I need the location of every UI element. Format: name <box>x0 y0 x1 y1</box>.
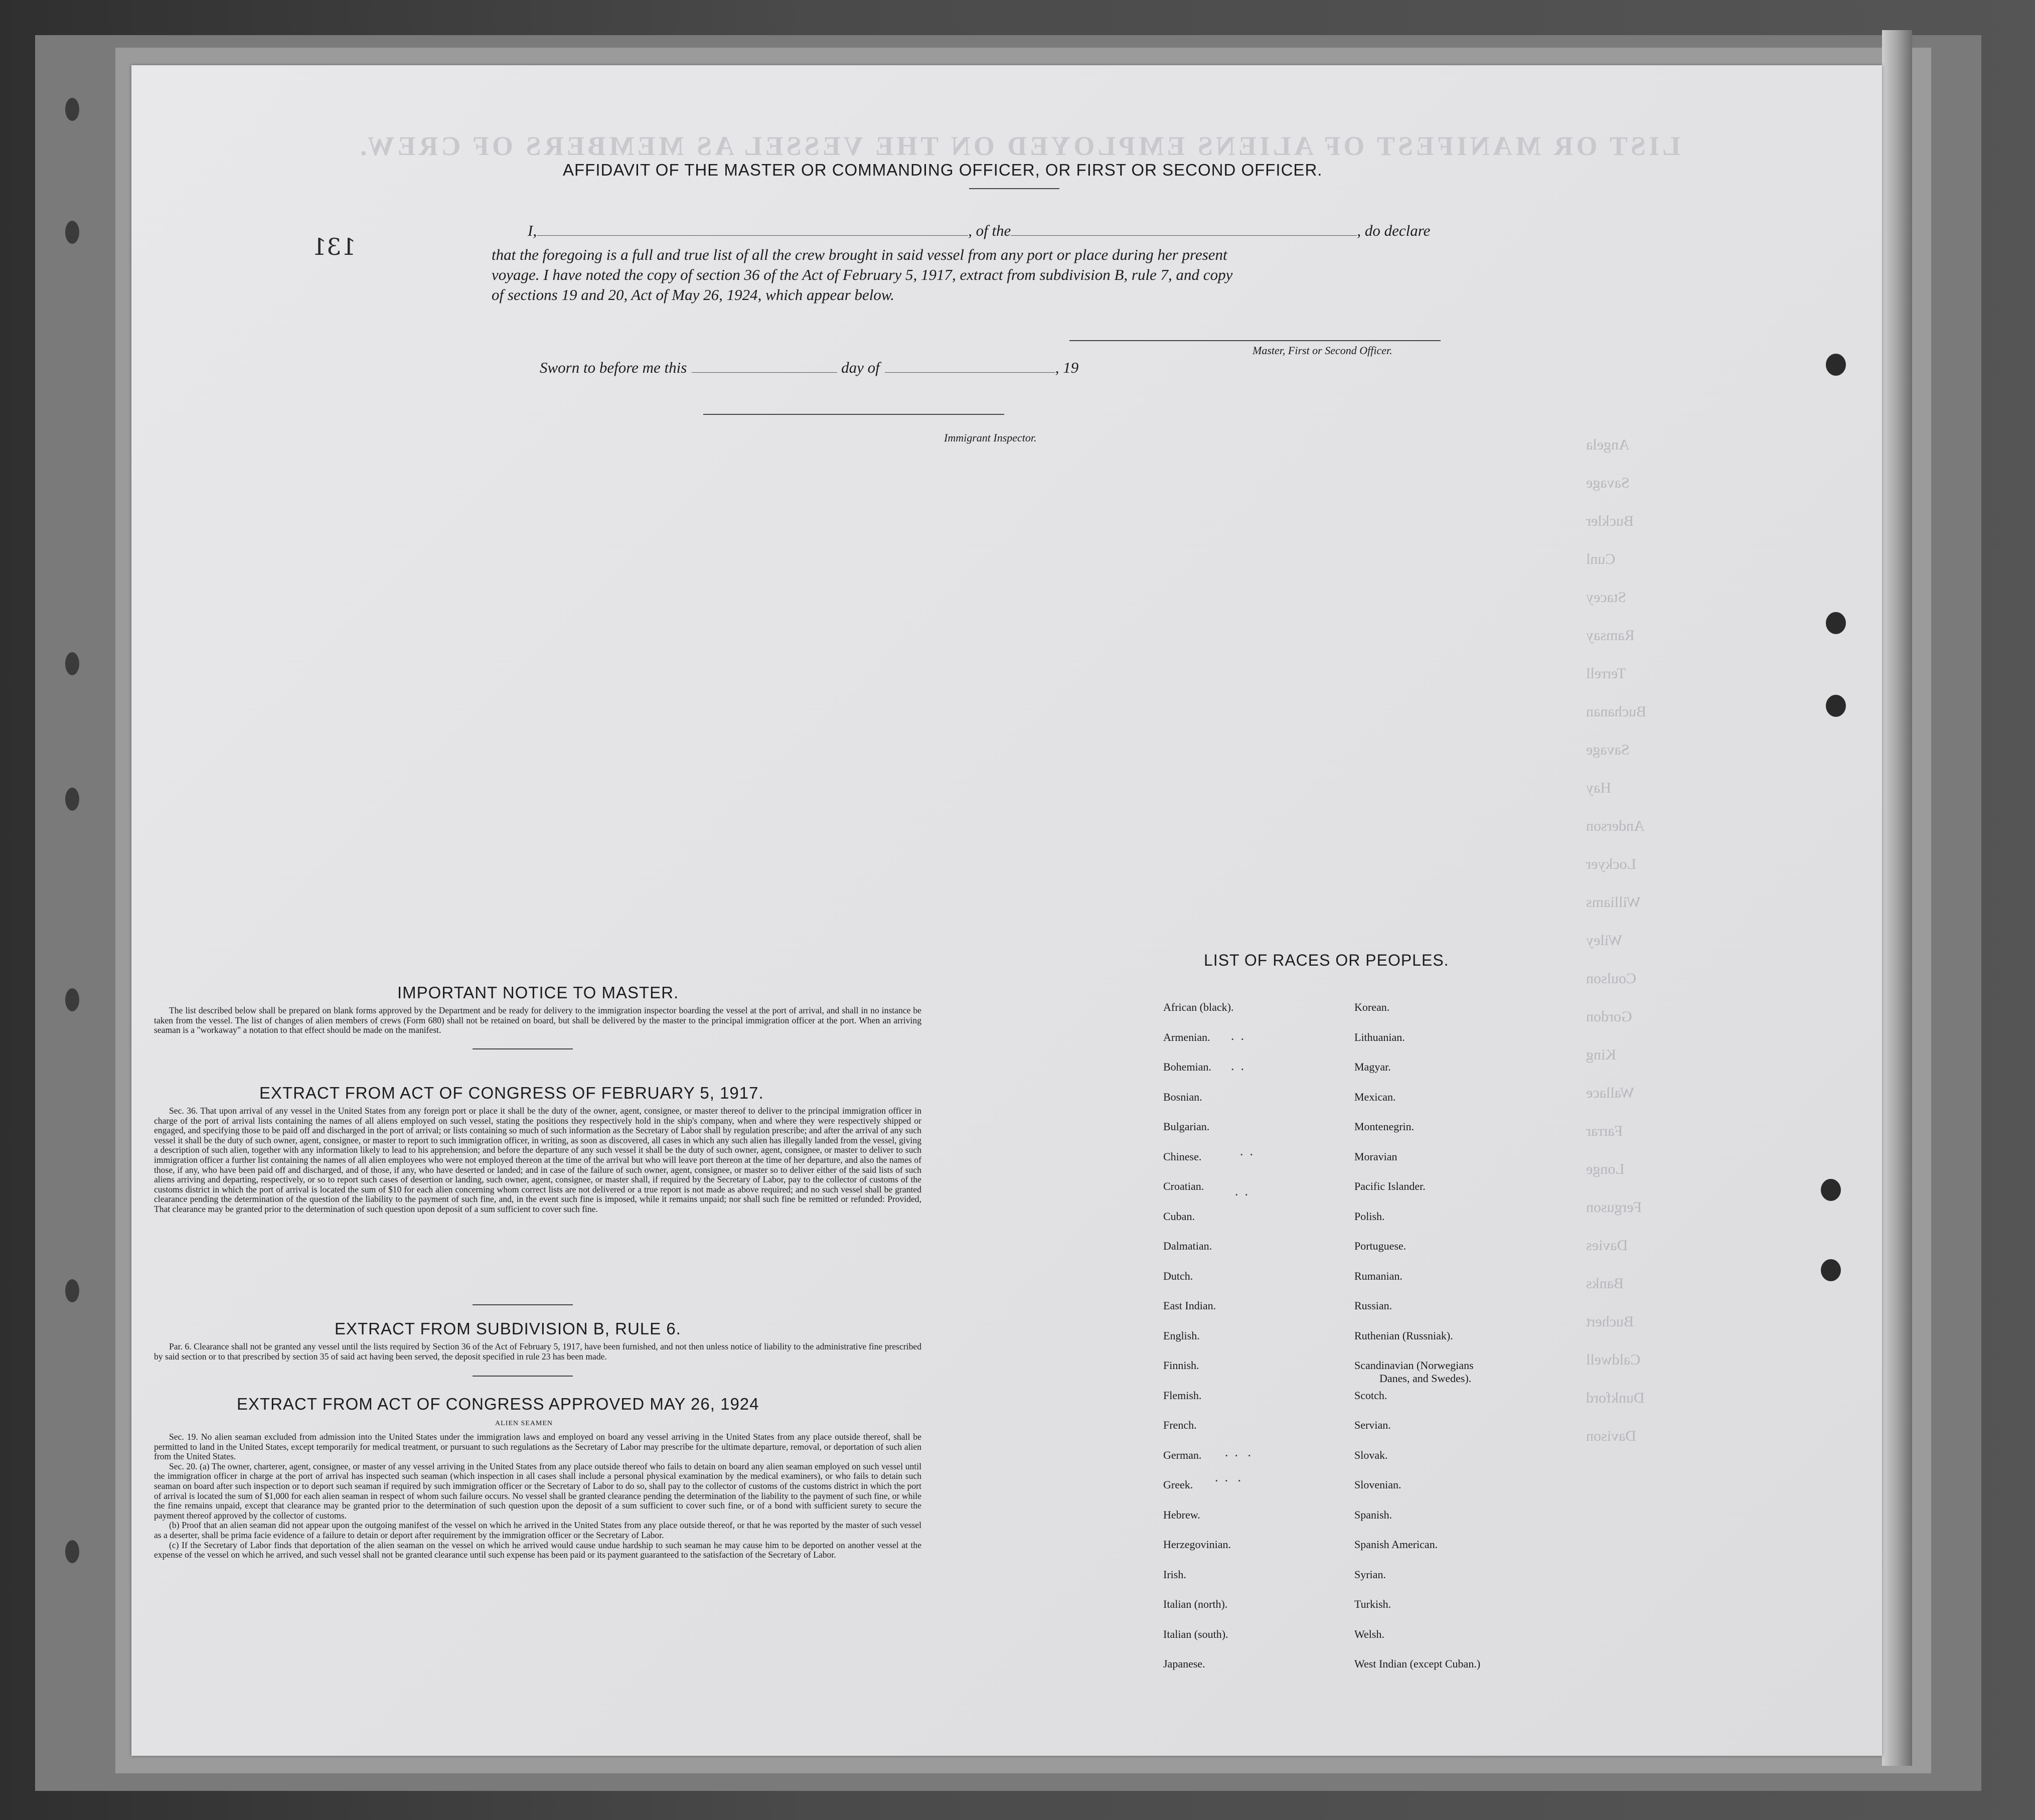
sec20b-paragraph: (b) Proof that an alien seaman did not appear upon the outgoing manifest of the vessel on which he arrived in the United States from any place outside thereof, or that he was reported by the master of such vessel as a deserter, shall be prima facie evidence of a failure to detain or deport after requirement by the immigration officer or the Secretary of Labor. <box>154 1520 921 1540</box>
sec19-paragraph: Sec. 19. No alien seaman excluded from admission into the United States under the immigration laws and employed on board any vessel arriving in the United States from any place outside thereof, shall be permitted to land in the United States, except temporarily for medical treatment, or pursuant to such regulations as the Secretary of Labor may prescribe for the ultimate departure, removal, or deportation of such alien from the United States. <box>154 1432 921 1462</box>
race-right-item: Scandinavian (Norwegians <box>1354 1359 1474 1372</box>
ghost-crew-name: Dunkford <box>1586 1390 1645 1406</box>
binding-hole <box>1821 1179 1841 1201</box>
binding-hole <box>1826 354 1846 376</box>
inspector-label: Immigrant Inspector. <box>944 431 1037 444</box>
ghost-crew-name: Lockyer <box>1586 856 1636 872</box>
extract1924-title: EXTRACT FROM ACT OF CONGRESS APPROVED MAY 26, 1924 <box>237 1395 759 1413</box>
race-right-item: Portuguese. <box>1354 1240 1406 1252</box>
sworn-line <box>540 359 1078 377</box>
ghost-crew-name: Savage <box>1586 741 1630 758</box>
race-left-item: Irish. <box>1163 1568 1186 1581</box>
sworn-prefix: Sworn to before me this <box>540 359 687 376</box>
ghost-crew-name: Buckler <box>1586 513 1634 529</box>
race-right-item: Spanish American. <box>1354 1538 1438 1551</box>
ghost-crew-name: Coulson <box>1586 970 1637 987</box>
extract1917-text <box>154 1106 921 1215</box>
alien-seamen-subtitle: ALIEN SEAMEN <box>495 1420 553 1427</box>
dot-marks: . . . <box>1225 1445 1251 1459</box>
race-left-item: Armenian. <box>1163 1030 1210 1043</box>
race-left-item: Bulgarian. <box>1163 1120 1210 1133</box>
sworn-year: , 19 <box>1055 359 1079 376</box>
race-right-item: Ruthenian (Russniak). <box>1354 1329 1453 1342</box>
ghost-crew-name: Banks <box>1586 1275 1624 1292</box>
race-left-item: East Indian. <box>1163 1299 1216 1312</box>
binding-hole <box>1826 612 1846 634</box>
sec36-paragraph: Sec. 36. That upon arrival of any vessel in the United States from any foreign port or place it shall be the duty of the owner, agent, consignee, or master thereof to deliver to the principal immigration officer in charge of the port of arrival lists containing the names of all aliens employed on such vessel, stating the positions they respectively hold in the ship's company, when and where they were respectively shipped or engaged, and specifying those to be paid off and discharged in the port of arrival; or lists containing so much of such information as the Secretary of Labor shall by regulation prescribe; and after the arrival of any such vessel it shall be the duty of such owner, agent, consignee, or master to report to such immigration officer, in writing, as soon as discovered, all cases in which any such alien has illegally landed from the vessel, giving a description of such alien, together with any information likely to lead to his apprehension; and before the departure of any such vessel it shall be the duty of such owner, agent, consignee, or master to deliver to such immigration officer a further list containing the names of all alien employees who were not employed thereon at the time of the arrival but who will leave port thereon at the time of her departure, and also the names of those, if any, who have been paid off and discharged, and of those, if any, who have deserted or landed; and in case of the failure of such owner, agent, consignee, or master so to deliver either of the said lists of such aliens arriving and departing, respectively, or so to report such cases of desertion or landing, such owner, agent, consignee, or master shall, if required by the Secretary of Labor, pay to the collector of customs of the customs district in which the port of arrival is located the sum of $10 for each alien concerning whom correct lists are not delivered or a true report is not made as above required; and no such vessel shall be granted clearance pending the determination of the question of the liability to the payment of such fine, and, in the event such fine is imposed, while it remains unpaid; nor shall such fine be remitted or refunded: Provided, That clearance may be granted prior to the determination of such question upon deposit of a sum sufficient to cover such fine. <box>154 1106 921 1214</box>
master-label: Master, First or Second Officer. <box>1253 344 1392 357</box>
race-left-item: English. <box>1163 1329 1200 1342</box>
ghost-crew-name: Angela <box>1586 436 1630 453</box>
manifest-page <box>131 65 1882 1756</box>
race-left-item: Finnish. <box>1163 1359 1199 1372</box>
stamp-number: 131 <box>312 233 356 260</box>
race-right-item: Slovak. <box>1354 1448 1388 1461</box>
dot-marks: . . <box>1231 1028 1244 1043</box>
master-signature-line <box>1069 340 1441 341</box>
left-binding-hole <box>65 1540 79 1563</box>
race-left-item: Chinese. <box>1163 1150 1202 1163</box>
dot-marks: . . <box>1235 1184 1248 1198</box>
race-left-item: Flemish. <box>1163 1389 1202 1402</box>
ghost-crew-name: Farrar <box>1586 1123 1623 1139</box>
affidavit-title: AFFIDAVIT OF THE MASTER OR COMMANDING OFFICER, OR FIRST OR SECOND OFFICER. <box>563 161 1323 179</box>
binding-hole <box>1826 695 1846 717</box>
race-right-item: Turkish. <box>1354 1598 1391 1610</box>
dot-marks: . . . <box>1215 1470 1241 1484</box>
race-right-item: Moravian <box>1354 1150 1397 1163</box>
affidavit-declare: , do declare <box>1357 222 1431 239</box>
dot-marks: . . <box>1231 1058 1244 1073</box>
vessel-blank <box>1011 235 1357 236</box>
race-right-item: Pacific Islander. <box>1354 1180 1426 1192</box>
left-binding-hole <box>65 98 79 121</box>
ghost-crew-name: Caldwell <box>1586 1351 1641 1368</box>
sworn-day-blank <box>692 372 837 373</box>
name-blank <box>537 235 968 236</box>
ghost-crew-name: Davison <box>1586 1428 1636 1444</box>
race-left-item: German. <box>1163 1448 1202 1461</box>
ghost-crew-name: Terrell <box>1586 665 1626 682</box>
ghost-crew-name: Gordon <box>1586 1008 1632 1025</box>
race-left-item: Japanese. <box>1163 1657 1205 1670</box>
ghost-crew-name: Anderson <box>1586 818 1645 834</box>
affidavit-i: I, <box>528 222 537 239</box>
ghost-crew-name: Savage <box>1586 475 1630 491</box>
affidavit-line2: that the foregoing is a full and true list of all the crew brought in said vessel from any port or place during her present <box>492 246 1227 263</box>
notice-text <box>154 1006 921 1035</box>
affidavit-line3: voyage. I have noted the copy of section 36 of the Act of February 5, 1917, extract from subdivision B, rule 7, and copy <box>492 266 1233 283</box>
race-left-item: Croatian. <box>1163 1180 1204 1192</box>
race-left-item: Bohemian. <box>1163 1060 1211 1073</box>
race-left-item: Greek. <box>1163 1478 1193 1491</box>
race-right-item: Welsh. <box>1354 1627 1384 1640</box>
left-binding-hole <box>65 788 79 811</box>
race-left-item: Herzegovinian. <box>1163 1538 1231 1551</box>
ghost-crew-name: Wiley <box>1586 932 1623 949</box>
race-right-item: Spanish. <box>1354 1508 1392 1521</box>
race-right-item: West Indian (except Cuban.) <box>1354 1657 1481 1670</box>
ghost-crew-name: Ramsay <box>1586 627 1635 644</box>
divider-1 <box>473 1048 573 1049</box>
binding-hole <box>1821 1259 1841 1281</box>
ghost-crew-name: Ferguson <box>1586 1199 1642 1216</box>
left-binding-hole <box>65 1279 79 1302</box>
affidavit-line4: of sections 19 and 20, Act of May 26, 1924, which appear below. <box>492 286 895 304</box>
extract1917-title: EXTRACT FROM ACT OF CONGRESS OF FEBRUARY 5, 1917. <box>259 1084 764 1102</box>
race-left-item: African (black). <box>1163 1001 1234 1013</box>
ghost-title: LIST OR MANIFEST OF ALIENS EMPLOYED ON THE VESSEL AS MEMBERS OF CREW. <box>357 131 1681 161</box>
rule6-title: EXTRACT FROM SUBDIVISION B, RULE 6. <box>335 1319 681 1338</box>
race-left-item: Cuban. <box>1163 1209 1195 1223</box>
inspector-signature-line <box>703 414 1004 415</box>
race-right-item: Korean. <box>1354 1001 1390 1013</box>
race-left-item: Italian (south). <box>1163 1627 1228 1640</box>
rule6-paragraph: Par. 6. Clearance shall not be granted any vessel until the lists required by Section 36 of the Act of February 5, 1917, have been furnished, and not then unless notice of liability to the administrative fine prescribed by said section or to that prescribed by section 35 of said act having been served, the deposit specified in rule 23 has been made. <box>154 1341 921 1361</box>
race-right-item: Polish. <box>1354 1209 1385 1223</box>
left-binding-hole <box>65 988 79 1011</box>
race-right-item: Slovenian. <box>1354 1478 1401 1491</box>
ghost-crew-name: Stacey <box>1586 589 1626 605</box>
title-rule <box>969 188 1059 189</box>
extract1924-text <box>154 1432 921 1560</box>
affidavit-line1 <box>528 222 1430 240</box>
sworn-month-blank <box>885 372 1055 373</box>
race-left-item: Dalmatian. <box>1163 1240 1212 1252</box>
ghost-crew-name: Hay <box>1586 780 1611 796</box>
races-title: LIST OF RACES OR PEOPLES. <box>1204 951 1449 969</box>
ghost-crew-name: Wallace <box>1586 1085 1634 1101</box>
ghost-crew-name: Buchanan <box>1586 703 1646 720</box>
affidavit-of-the: , of the <box>968 222 1011 239</box>
dot-marks: . . <box>1240 1144 1253 1158</box>
race-right-item: Servian. <box>1354 1419 1391 1431</box>
notice-paragraph: The list described below shall be prepared on blank forms approved by the Department and be ready for delivery to the immigration inspector boarding the vessel at the port of arrival, and shall in no instance be taken from the vessel. The list of changes of alien members of crews (Form 680) shall not be retained on board, but shall be delivered by the master to the principal immigration officer at the port. When an arriving seaman is a "workaway" a notation to that effect should be made on the manifest. <box>154 1005 921 1035</box>
race-left-item: Hebrew. <box>1163 1508 1200 1521</box>
race-left-item: Bosnian. <box>1163 1090 1202 1103</box>
rule6-text <box>154 1342 921 1361</box>
sec20c-paragraph: (c) If the Secretary of Labor finds that deportation of the alien seaman on the vessel on which he arrived would cause undue hardship to such seaman he may cause him to be deported on another vessel at the expense of the vessel on which he arrived, and such vessel shall not be granted clearance until such expense has been paid or its payment guaranteed to the satisfaction of the Secretary of Labor. <box>154 1540 921 1560</box>
notice-title: IMPORTANT NOTICE TO MASTER. <box>397 983 679 1002</box>
race-right-item: Russian. <box>1354 1299 1392 1312</box>
race-right-item: Magyar. <box>1354 1060 1391 1073</box>
race-right-item: Scotch. <box>1354 1389 1387 1402</box>
race-right-item: Mexican. <box>1354 1090 1396 1103</box>
race-right-item: Lithuanian. <box>1354 1030 1405 1043</box>
left-binding-hole <box>65 652 79 675</box>
ghost-crew-name: Davies <box>1586 1237 1628 1254</box>
race-left-item: French. <box>1163 1419 1197 1431</box>
divider-2 <box>473 1304 573 1305</box>
race-right-item: Rumanian. <box>1354 1269 1402 1282</box>
left-binding-hole <box>65 221 79 244</box>
race-left-item: Italian (north). <box>1163 1598 1228 1610</box>
race-right-item: Montenegrin. <box>1354 1120 1415 1133</box>
ghost-crew-name: Cunl <box>1586 551 1616 567</box>
race-right-item: Danes, and Swedes). <box>1379 1372 1472 1385</box>
ghost-crew-name: Buchert <box>1586 1313 1634 1330</box>
page-stack-edge <box>1882 30 1912 1766</box>
race-left-item: Dutch. <box>1163 1269 1193 1282</box>
race-right-item: Syrian. <box>1354 1568 1386 1581</box>
ghost-crew-name: King <box>1586 1046 1616 1063</box>
ghost-crew-name: Longe <box>1586 1161 1625 1177</box>
sec20a-paragraph: Sec. 20. (a) The owner, charterer, agent, consignee, or master of any vessel arriving in the United States from any place outside thereof who fails to detain on board any alien seaman employed on such vessel until the immigration officer in charge at the port of arrival has inspected such seaman (which inspection in all cases shall include a personal physical examination by the medical examiners), or who fails to detain such seaman on board after such inspection or to deport such seaman if required by such immigration officer or the Secretary of Labor to do so, shall pay to the collector of customs of the customs district in which the port of arrival is located the sum of $1,000 for each alien seaman in respect of whom such failure occurs. No vessel shall be granted clearance pending the determination of the liability to the payment of such fine, or while the fine remains unpaid, except that clearance may be granted prior to the determination of such question upon the deposit of a sum sufficient to cover such fine, or of a bond with sufficient surety to secure the payment thereof approved by the collector of customs. <box>154 1461 921 1521</box>
ghost-crew-name: Williams <box>1586 894 1641 911</box>
sworn-day-of: day of <box>841 359 880 376</box>
divider-3 <box>473 1376 573 1377</box>
